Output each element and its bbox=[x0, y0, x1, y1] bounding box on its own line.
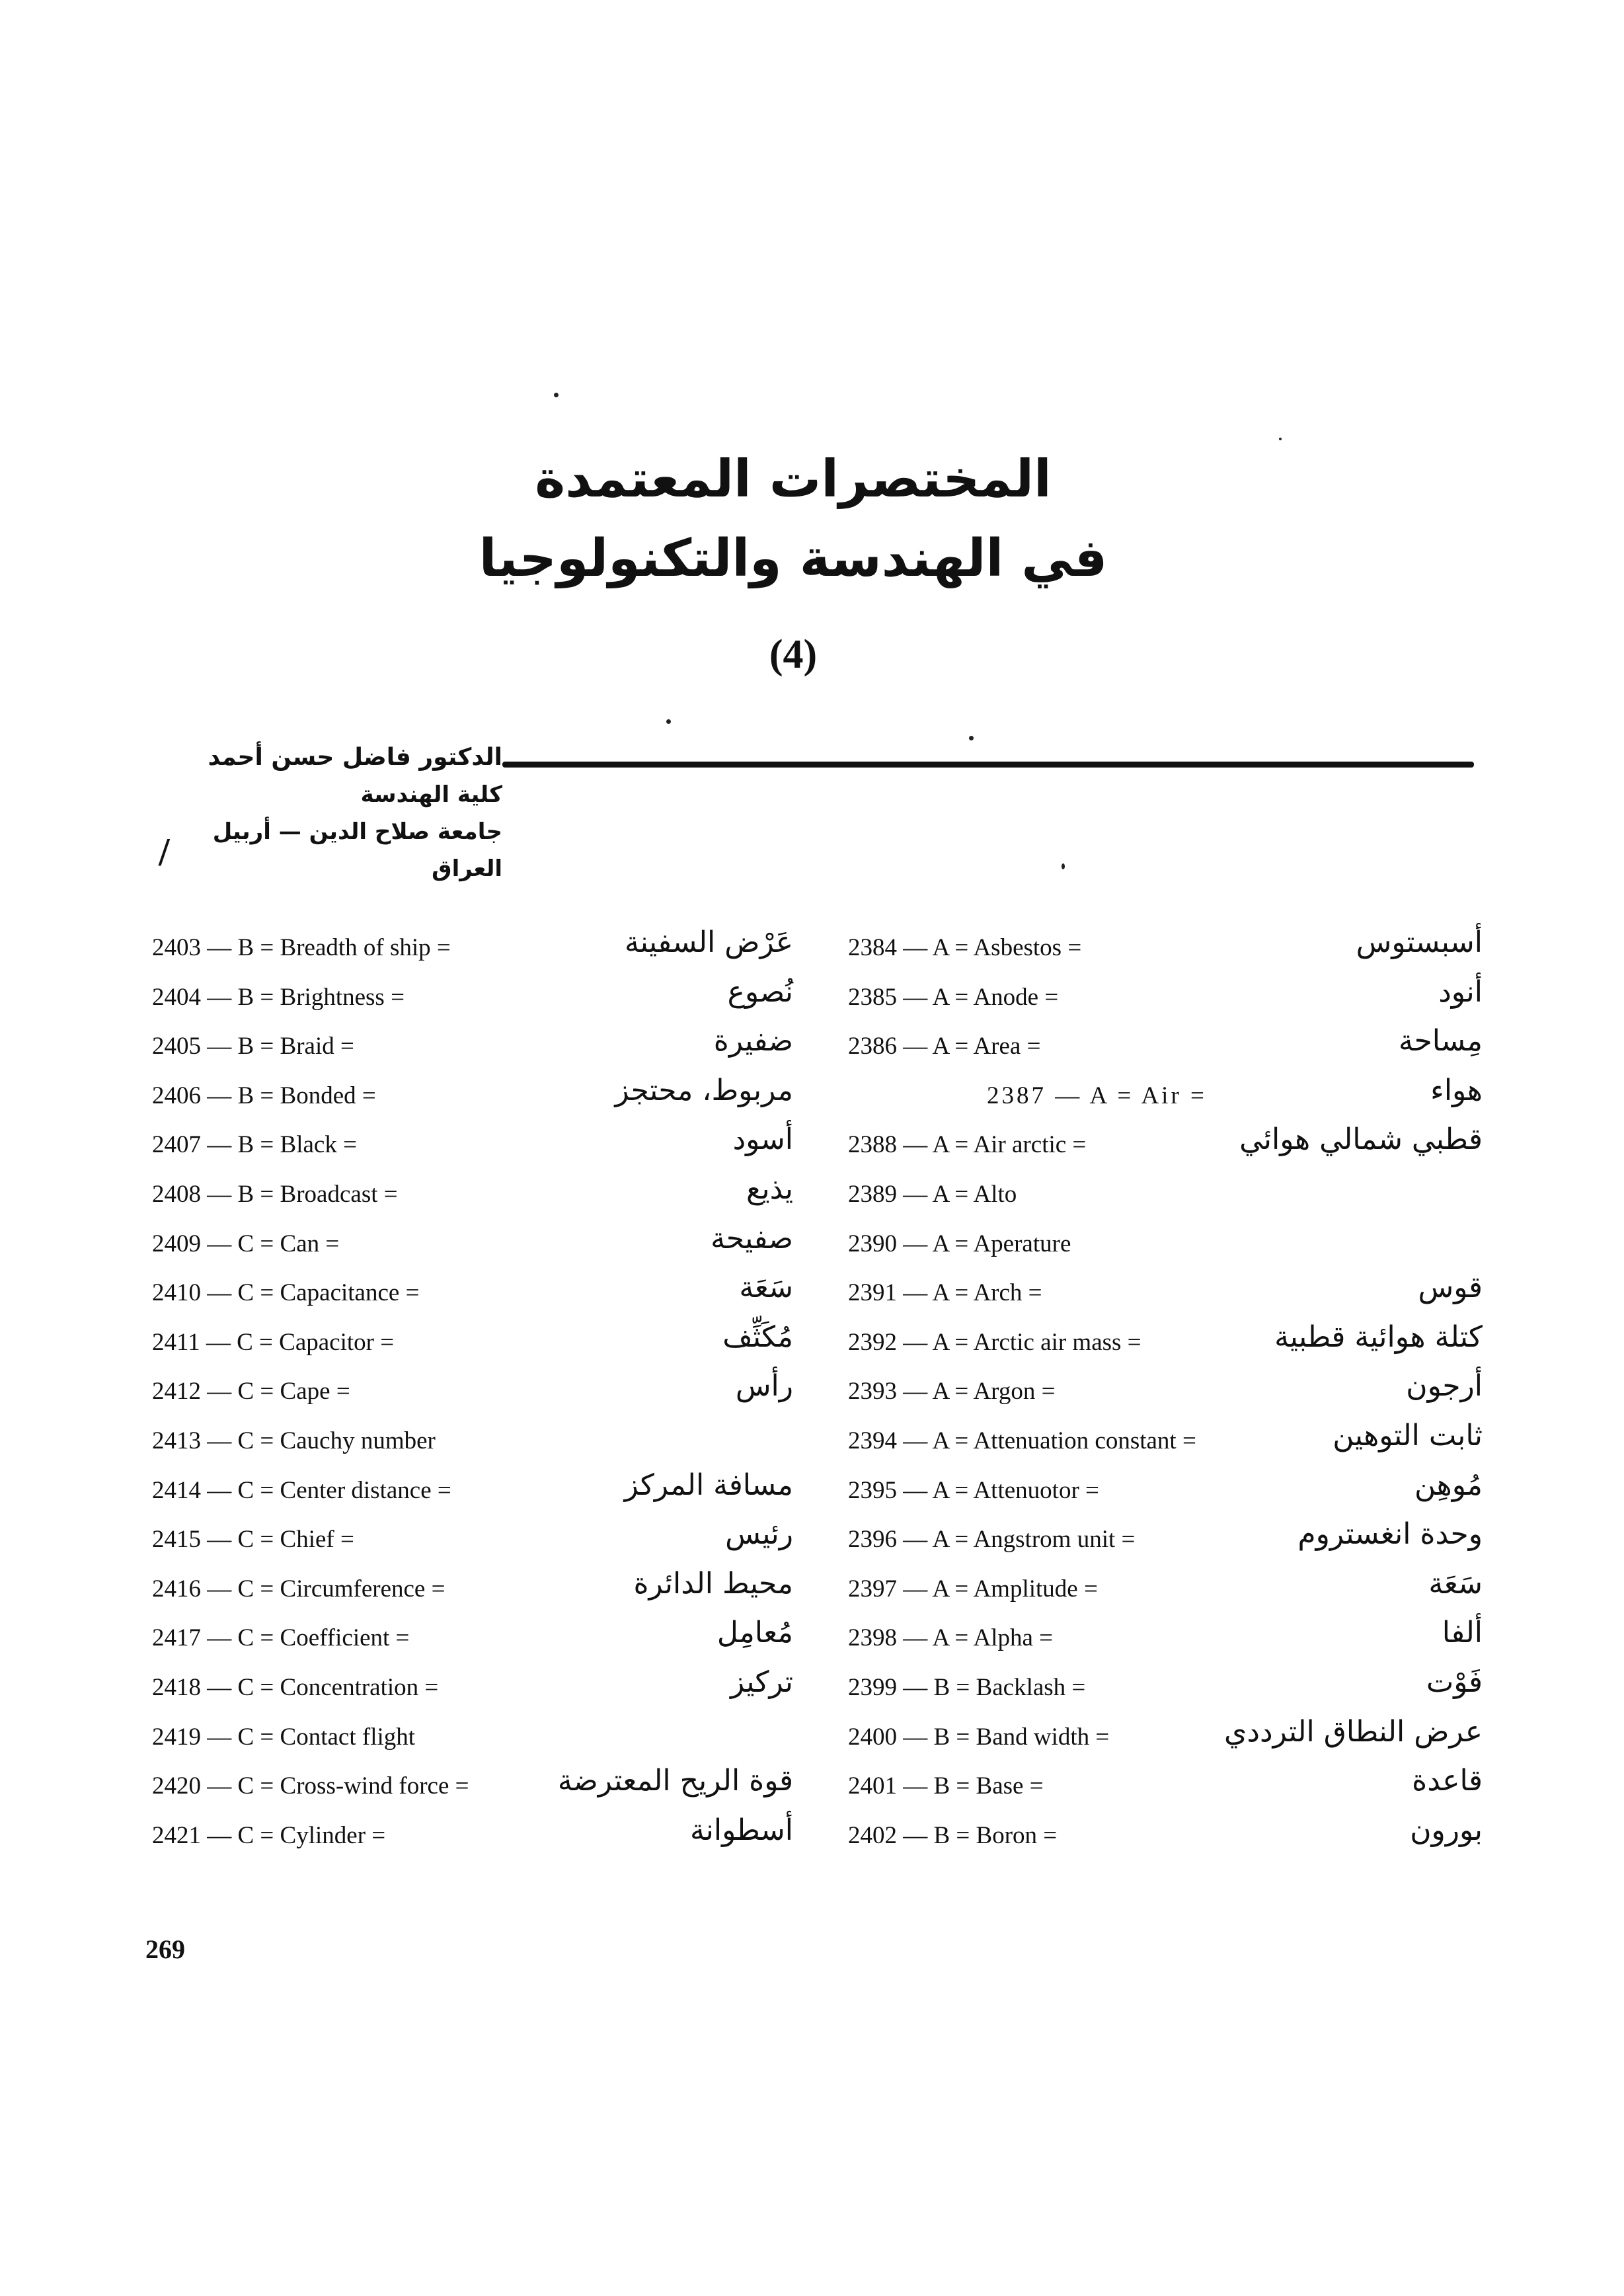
term-arabic: سَعَة bbox=[1428, 1566, 1483, 1601]
term-arabic: تركيز bbox=[730, 1665, 793, 1699]
glossary-row bbox=[848, 1074, 1483, 1123]
term-english: 2395 — A = Attenuotor = bbox=[848, 1476, 1099, 1504]
glossary-row bbox=[152, 1468, 793, 1518]
term-english: 2417 — C = Coefficient = bbox=[152, 1624, 410, 1652]
term-english: 2413 — C = Cauchy number bbox=[152, 1427, 436, 1454]
glossary-row bbox=[152, 1419, 793, 1468]
term-english: 2421 — C = Cylinder = bbox=[152, 1821, 386, 1849]
author-university: جامعة صلاح الدين — أربيل bbox=[212, 818, 502, 845]
glossary-row bbox=[152, 1764, 793, 1813]
glossary-row bbox=[152, 1271, 793, 1320]
term-english: 2407 — B = Black = bbox=[152, 1131, 357, 1159]
glossary-row bbox=[848, 1567, 1483, 1616]
term-arabic: كتلة هوائية قطبية bbox=[1274, 1320, 1483, 1354]
author-block bbox=[132, 739, 502, 887]
glossary-row bbox=[848, 1271, 1483, 1320]
term-english: 2414 — C = Center distance = bbox=[152, 1476, 451, 1504]
author-faculty: كلية الهندسة bbox=[360, 781, 502, 808]
term-english: 2403 — B = Breadth of ship = bbox=[152, 934, 451, 961]
author-name: الدكتور فاضل حسن أحمد bbox=[208, 744, 502, 771]
left-column bbox=[152, 926, 793, 1862]
term-english: 2415 — C = Chief = bbox=[152, 1526, 354, 1554]
glossary-row bbox=[848, 1024, 1483, 1074]
term-arabic: قاعدة bbox=[1412, 1764, 1483, 1798]
glossary-row bbox=[848, 1517, 1483, 1567]
glossary-row bbox=[848, 1123, 1483, 1172]
term-arabic: نُصوع bbox=[727, 974, 793, 1009]
term-english: 2402 — B = Boron = bbox=[848, 1821, 1058, 1849]
scan-speck bbox=[1062, 863, 1065, 869]
term-arabic: مربوط، محتجز bbox=[615, 1073, 793, 1107]
term-english: 2394 — A = Attenuation constant = bbox=[848, 1427, 1196, 1454]
term-english: 2406 — B = Bonded = bbox=[152, 1082, 376, 1109]
term-arabic: قوة الريح المعترضة bbox=[557, 1764, 793, 1798]
scan-speck bbox=[554, 393, 559, 397]
term-english: 2405 — B = Braid = bbox=[152, 1033, 354, 1060]
issue-number: (4) bbox=[769, 632, 818, 677]
term-arabic: أنود bbox=[1438, 974, 1483, 1009]
glossary-row bbox=[152, 1715, 793, 1764]
term-arabic: ضفيرة bbox=[713, 1024, 793, 1058]
term-arabic: رأس bbox=[735, 1369, 793, 1404]
glossary-row bbox=[152, 1665, 793, 1715]
glossary-row bbox=[152, 1074, 793, 1123]
term-english: 2412 — C = Cape = bbox=[152, 1378, 350, 1405]
term-arabic: رئيس bbox=[725, 1517, 793, 1552]
glossary-row bbox=[848, 1813, 1483, 1863]
term-english: 2396 — A = Angstrom unit = bbox=[848, 1526, 1136, 1554]
glossary-row bbox=[152, 1517, 793, 1567]
term-english: 2420 — C = Cross-wind force = bbox=[152, 1772, 469, 1800]
term-english: 2385 — A = Anode = bbox=[848, 983, 1059, 1011]
term-arabic: أسطوانة bbox=[690, 1813, 793, 1847]
header-rule bbox=[502, 762, 1474, 768]
title-line-1: المختصرات المعتمدة bbox=[535, 450, 1052, 509]
glossary-row bbox=[848, 1172, 1483, 1222]
term-english: 2404 — B = Brightness = bbox=[152, 983, 405, 1011]
term-arabic: أسود bbox=[732, 1123, 793, 1157]
glossary-row bbox=[152, 1616, 793, 1665]
glossary-row bbox=[152, 926, 793, 975]
glossary-row bbox=[152, 1813, 793, 1863]
term-arabic: ثابت التوهين bbox=[1333, 1418, 1483, 1452]
glossary-row bbox=[152, 1567, 793, 1616]
right-column bbox=[848, 926, 1483, 1862]
term-english: 2418 — C = Concentration = bbox=[152, 1673, 439, 1701]
glossary-row bbox=[848, 1616, 1483, 1665]
term-arabic: قطبي شمالي هوائي bbox=[1239, 1123, 1483, 1157]
term-arabic: مُعامِل bbox=[716, 1616, 793, 1650]
term-english: 2386 — A = Area = bbox=[848, 1033, 1041, 1060]
term-english: 2389 — A = Alto bbox=[848, 1180, 1017, 1208]
term-arabic: عرض النطاق الترددي bbox=[1223, 1714, 1483, 1749]
glossary-row bbox=[848, 1715, 1483, 1764]
term-arabic: مسافة المركز bbox=[624, 1468, 793, 1502]
term-english: 2393 — A = Argon = bbox=[848, 1378, 1056, 1405]
term-arabic: عَرْض السفينة bbox=[625, 926, 793, 959]
glossary-row bbox=[848, 1222, 1483, 1271]
term-arabic: صفيحة bbox=[711, 1221, 793, 1255]
term-english: 2409 — C = Can = bbox=[152, 1230, 340, 1257]
term-english: 2387 — A = Air = bbox=[987, 1082, 1207, 1109]
term-arabic: وحدة انغستروم bbox=[1297, 1517, 1483, 1552]
glossary-row bbox=[152, 1123, 793, 1172]
author-slash: / bbox=[159, 830, 170, 874]
title-line-2: في الهندسة والتكنولوجيا bbox=[479, 529, 1108, 588]
glossary-row bbox=[848, 1369, 1483, 1419]
term-english: 2400 — B = Band width = bbox=[848, 1723, 1110, 1751]
term-english: 2401 — B = Base = bbox=[848, 1772, 1044, 1800]
glossary-row bbox=[152, 1369, 793, 1419]
term-english: 2398 — A = Alpha = bbox=[848, 1624, 1054, 1652]
term-english: 2390 — A = Aperature bbox=[848, 1230, 1071, 1257]
term-arabic: مُوهِن bbox=[1414, 1468, 1483, 1502]
term-arabic: سَعَة bbox=[739, 1271, 793, 1305]
term-arabic: مُكَثِّف bbox=[722, 1320, 793, 1354]
term-english: 2410 — C = Capacitance = bbox=[152, 1279, 420, 1307]
term-arabic: مِساحة bbox=[1398, 1024, 1483, 1058]
glossary-row bbox=[848, 1764, 1483, 1813]
author-country: العراق bbox=[432, 855, 502, 882]
glossary-row bbox=[848, 1468, 1483, 1518]
glossary-row bbox=[152, 1024, 793, 1074]
term-arabic: أرجون bbox=[1406, 1369, 1483, 1404]
scan-speck bbox=[1279, 438, 1282, 440]
term-english: 2397 — A = Amplitude = bbox=[848, 1575, 1098, 1603]
term-english: 2399 — B = Backlash = bbox=[848, 1673, 1086, 1701]
glossary-row bbox=[848, 1665, 1483, 1715]
term-english: 2388 — A = Air arctic = bbox=[848, 1131, 1087, 1159]
term-arabic: قوس bbox=[1418, 1271, 1483, 1305]
term-arabic: هواء bbox=[1430, 1073, 1483, 1107]
term-arabic: ألفا bbox=[1442, 1616, 1483, 1650]
term-english: 2384 — A = Asbestos = bbox=[848, 934, 1082, 961]
glossary-row bbox=[152, 1172, 793, 1222]
glossary-row bbox=[152, 1222, 793, 1271]
page-number: 269 bbox=[145, 1934, 185, 1964]
term-english: 2391 — A = Arch = bbox=[848, 1279, 1042, 1307]
term-english: 2419 — C = Contact flight bbox=[152, 1723, 416, 1751]
term-arabic: أسبستوس bbox=[1356, 926, 1483, 959]
term-arabic: فَوْت bbox=[1426, 1665, 1483, 1699]
term-english: 2408 — B = Broadcast = bbox=[152, 1180, 398, 1208]
glossary-row bbox=[848, 975, 1483, 1025]
glossary-row bbox=[152, 975, 793, 1025]
term-english: 2392 — A = Arctic air mass = bbox=[848, 1328, 1141, 1356]
glossary-row bbox=[848, 1419, 1483, 1468]
term-arabic: محيط الدائرة bbox=[633, 1566, 793, 1601]
term-arabic: يذيع bbox=[746, 1171, 793, 1206]
term-english: 2411 — C = Capacitor = bbox=[152, 1328, 395, 1356]
term-arabic: بورون bbox=[1410, 1813, 1483, 1847]
scan-speck bbox=[969, 736, 974, 740]
glossary-row bbox=[152, 1320, 793, 1370]
scan-speck bbox=[666, 719, 671, 724]
glossary-row bbox=[848, 926, 1483, 975]
glossary-row bbox=[848, 1320, 1483, 1370]
term-english: 2416 — C = Circumference = bbox=[152, 1575, 445, 1603]
